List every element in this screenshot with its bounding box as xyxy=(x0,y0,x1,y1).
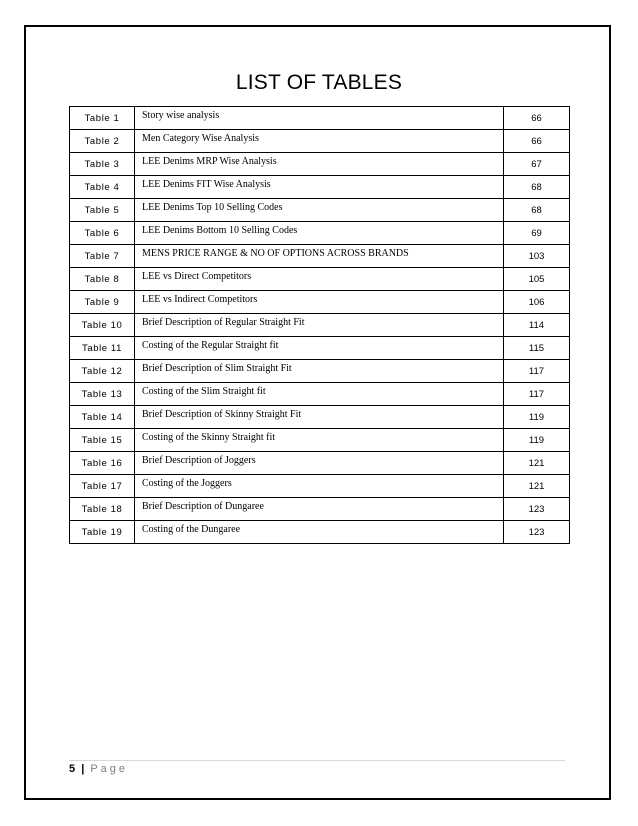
row-description: LEE Denims FIT Wise Analysis xyxy=(135,176,504,199)
table-row xyxy=(70,521,570,544)
row-label: Table 3 xyxy=(70,153,135,176)
page-footer xyxy=(69,763,128,775)
table-row xyxy=(70,452,570,475)
row-label: Table 16 xyxy=(70,452,135,475)
row-page-number: 67 xyxy=(504,153,570,176)
row-label: Table 14 xyxy=(70,406,135,429)
row-page-number: 119 xyxy=(504,429,570,452)
table-row xyxy=(70,291,570,314)
row-label: Table 10 xyxy=(70,314,135,337)
row-label: Table 12 xyxy=(70,360,135,383)
row-page-number: 114 xyxy=(504,314,570,337)
list-of-tables xyxy=(69,106,570,544)
row-page-number: 117 xyxy=(504,383,570,406)
table-row xyxy=(70,176,570,199)
page-title: LIST OF TABLES xyxy=(235,71,403,94)
row-description: Costing of the Dungaree xyxy=(135,521,504,544)
row-page-number: 123 xyxy=(504,498,570,521)
table-row xyxy=(70,429,570,452)
row-page-number: 119 xyxy=(504,406,570,429)
row-page-number: 105 xyxy=(504,268,570,291)
row-page-number: 121 xyxy=(504,475,570,498)
row-page-number: 69 xyxy=(504,222,570,245)
table-row xyxy=(70,107,570,130)
table-body xyxy=(70,107,570,544)
table-row xyxy=(70,337,570,360)
footer-page-word: Page xyxy=(90,763,129,775)
row-description: Story wise analysis xyxy=(135,107,504,130)
row-label: Table 5 xyxy=(70,199,135,222)
row-description: Costing of the Slim Straight fit xyxy=(135,383,504,406)
row-label: Table 11 xyxy=(70,337,135,360)
row-label: Table 6 xyxy=(70,222,135,245)
row-description: LEE vs Direct Competitors xyxy=(135,268,504,291)
row-description: LEE Denims Bottom 10 Selling Codes xyxy=(135,222,504,245)
row-label: Table 2 xyxy=(70,130,135,153)
row-label: Table 4 xyxy=(70,176,135,199)
row-description: Brief Description of Dungaree xyxy=(135,498,504,521)
row-description: LEE Denims MRP Wise Analysis xyxy=(135,153,504,176)
row-page-number: 66 xyxy=(504,130,570,153)
table-row xyxy=(70,130,570,153)
row-description: Costing of the Skinny Straight fit xyxy=(135,429,504,452)
row-label: Table 7 xyxy=(70,245,135,268)
table-row xyxy=(70,245,570,268)
table-row xyxy=(70,222,570,245)
row-page-number: 121 xyxy=(504,452,570,475)
row-description: LEE vs Indirect Competitors xyxy=(135,291,504,314)
row-label: Table 18 xyxy=(70,498,135,521)
row-page-number: 123 xyxy=(504,521,570,544)
row-label: Table 13 xyxy=(70,383,135,406)
row-label: Table 19 xyxy=(70,521,135,544)
table-row xyxy=(70,268,570,291)
row-description: Brief Description of Regular Straight Fit xyxy=(135,314,504,337)
row-page-number: 103 xyxy=(504,245,570,268)
table-row xyxy=(70,475,570,498)
row-page-number: 68 xyxy=(504,199,570,222)
table-row xyxy=(70,199,570,222)
table-row xyxy=(70,498,570,521)
row-description: Men Category Wise Analysis xyxy=(135,130,504,153)
row-label: Table 1 xyxy=(70,107,135,130)
row-page-number: 68 xyxy=(504,176,570,199)
row-page-number: 106 xyxy=(504,291,570,314)
row-description: Brief Description of Joggers xyxy=(135,452,504,475)
row-description: LEE Denims Top 10 Selling Codes xyxy=(135,199,504,222)
row-description: Costing of the Joggers xyxy=(135,475,504,498)
table-row xyxy=(70,314,570,337)
row-label: Table 17 xyxy=(70,475,135,498)
row-page-number: 117 xyxy=(504,360,570,383)
footer-separator: | xyxy=(81,763,85,775)
footer-page-number: 5 xyxy=(69,763,76,775)
row-label: Table 9 xyxy=(70,291,135,314)
footer-divider xyxy=(69,760,565,761)
table-row xyxy=(70,383,570,406)
table-row xyxy=(70,360,570,383)
row-page-number: 115 xyxy=(504,337,570,360)
row-label: Table 15 xyxy=(70,429,135,452)
row-description: Brief Description of Slim Straight Fit xyxy=(135,360,504,383)
row-label: Table 8 xyxy=(70,268,135,291)
row-page-number: 66 xyxy=(504,107,570,130)
table-row xyxy=(70,406,570,429)
row-description: Brief Description of Skinny Straight Fit xyxy=(135,406,504,429)
row-description: MENS PRICE RANGE & NO OF OPTIONS ACROSS BRANDS xyxy=(135,245,504,268)
table-row xyxy=(70,153,570,176)
row-description: Costing of the Regular Straight fit xyxy=(135,337,504,360)
